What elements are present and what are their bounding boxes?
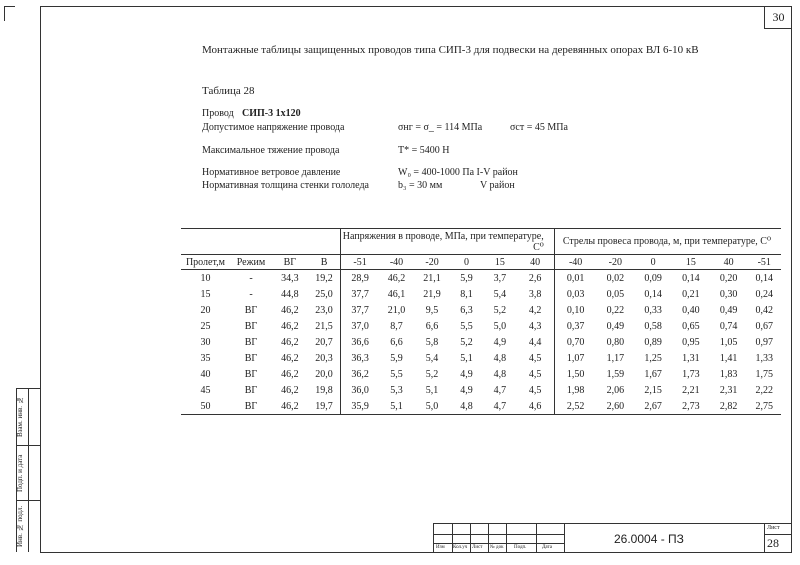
table-cell: 2,22 bbox=[755, 384, 774, 396]
table-cell: 4,5 bbox=[528, 368, 542, 380]
table-cell: ВГ bbox=[244, 304, 258, 316]
table-label: Таблица 28 bbox=[202, 85, 255, 97]
table-cell: 2,75 bbox=[748, 398, 781, 415]
side-label-inv-orig: Инв. № подл. bbox=[16, 505, 24, 547]
sheet-number: 28 bbox=[767, 536, 779, 550]
tension-label: Максимальное тяжение провода bbox=[202, 145, 340, 156]
table-cell: 1,83 bbox=[719, 368, 738, 380]
table-cell: 20,0 bbox=[315, 368, 333, 380]
table-cell: 0,30 bbox=[719, 288, 738, 300]
table-cell: ВГ bbox=[244, 320, 258, 332]
table-cell: 1,75 bbox=[755, 368, 774, 380]
wind-label: Нормативное ветровое давление bbox=[202, 167, 341, 178]
table-cell: 2,31 bbox=[719, 384, 738, 396]
table-cell: 1,41 bbox=[719, 352, 738, 364]
table-cell: 4,5 bbox=[528, 384, 542, 396]
table-cell: 1,67 bbox=[644, 368, 662, 380]
table-cell: 5,9 bbox=[460, 272, 473, 284]
table-cell: 0,58 bbox=[644, 320, 662, 332]
table-cell: 21,0 bbox=[387, 304, 406, 316]
table-cell: 0,33 bbox=[644, 304, 662, 316]
table-cell: 37,7 bbox=[341, 302, 379, 318]
table-row bbox=[181, 350, 781, 366]
table-cell: 4,8 bbox=[493, 368, 507, 380]
table-cell: 0,22 bbox=[606, 304, 625, 316]
table-cell: 0,89 bbox=[644, 336, 662, 348]
table-cell: 5,2 bbox=[460, 336, 473, 348]
table-cell: 5,4 bbox=[493, 288, 507, 300]
wind-value: W₀ = 400-1000 Па I-V район bbox=[398, 167, 518, 178]
table-cell: 44,8 bbox=[281, 288, 299, 300]
table-cell: 4,3 bbox=[528, 320, 542, 332]
table-cell: 10 bbox=[200, 272, 211, 284]
table-cell: 4,2 bbox=[528, 304, 542, 316]
table-cell: 4,4 bbox=[528, 336, 542, 348]
table-cell: ВГ bbox=[244, 368, 258, 380]
table-row bbox=[181, 270, 781, 287]
table-cell: 1,17 bbox=[606, 352, 625, 364]
table-cell: 46,2 bbox=[281, 384, 299, 396]
column-header: 40 bbox=[516, 255, 554, 270]
table-cell: 25,0 bbox=[315, 288, 333, 300]
table-cell: 8,7 bbox=[390, 320, 403, 332]
table-cell: 25 bbox=[200, 320, 211, 332]
stamp-col-label: Дата bbox=[542, 545, 552, 550]
table-cell: 19,8 bbox=[315, 384, 333, 396]
table-cell: 20 bbox=[200, 304, 211, 316]
table-cell: 4,6 bbox=[516, 398, 554, 415]
table-cell: 46,2 bbox=[281, 320, 299, 332]
table-cell: 46,1 bbox=[387, 288, 406, 300]
column-header: В bbox=[308, 255, 341, 270]
column-header: -40 bbox=[379, 255, 415, 270]
table-cell: 0,95 bbox=[682, 336, 700, 348]
table-cell: 46,2 bbox=[281, 304, 299, 316]
table-cell: 19,7 bbox=[308, 398, 341, 415]
column-header: 0 bbox=[634, 255, 672, 270]
table-cell: 5,1 bbox=[460, 352, 473, 364]
table-cell: 21,1 bbox=[423, 272, 441, 284]
allowable-label: Допустимое напряжение провода bbox=[202, 122, 345, 133]
table-row bbox=[181, 286, 781, 302]
table-cell: 36,6 bbox=[341, 334, 379, 350]
table-cell: ВГ bbox=[244, 336, 258, 348]
table-cell: 2,73 bbox=[672, 398, 710, 415]
table-cell: 46,2 bbox=[281, 336, 299, 348]
table-cell: 5,5 bbox=[460, 320, 473, 332]
table-cell: 46,2 bbox=[281, 368, 299, 380]
table-cell: 5,9 bbox=[390, 352, 403, 364]
column-header: 0 bbox=[450, 255, 483, 270]
frame-top-line bbox=[40, 6, 792, 7]
group-header-stress: Напряжения в проводе, МПа, при температуре, С⁰ bbox=[341, 229, 554, 255]
stamp-col-label: Подп. bbox=[514, 545, 527, 550]
table-cell: 3,8 bbox=[528, 288, 542, 300]
table-cell: 4,9 bbox=[460, 384, 473, 396]
table-cell: 4,8 bbox=[493, 352, 507, 364]
table-cell: 6,6 bbox=[390, 336, 403, 348]
table-row bbox=[181, 398, 781, 415]
table-cell: ВГ bbox=[244, 384, 258, 396]
table-cell: 20,7 bbox=[315, 336, 333, 348]
table-cell: 0,10 bbox=[554, 302, 596, 318]
table-cell: 1,25 bbox=[644, 352, 662, 364]
table-cell: 0,05 bbox=[606, 288, 625, 300]
table-cell: 35 bbox=[200, 352, 211, 364]
table-cell: 0,70 bbox=[554, 334, 596, 350]
table-cell: 5,2 bbox=[493, 304, 507, 316]
table-cell: 36,0 bbox=[341, 382, 379, 398]
wire-value: СИП-3 1х120 bbox=[242, 108, 301, 119]
column-header-row bbox=[181, 255, 781, 270]
table-cell: 5,1 bbox=[425, 384, 439, 396]
column-header: -20 bbox=[596, 255, 634, 270]
table-cell: 20,3 bbox=[315, 352, 333, 364]
table-cell: 0,21 bbox=[682, 288, 700, 300]
table-cell: 5,3 bbox=[390, 384, 403, 396]
table-row bbox=[181, 366, 781, 382]
table-row bbox=[181, 318, 781, 334]
table-cell: - bbox=[249, 288, 253, 300]
table-cell: 9,5 bbox=[425, 304, 439, 316]
table-cell: 0,20 bbox=[719, 272, 738, 284]
table-cell: 0,14 bbox=[755, 272, 774, 284]
table-cell: 1,31 bbox=[682, 352, 700, 364]
table-cell: 0,01 bbox=[554, 270, 596, 287]
table-cell: 0,49 bbox=[606, 320, 625, 332]
stamp-col-label: № док bbox=[490, 545, 504, 550]
table-cell: 5,1 bbox=[379, 398, 415, 415]
table-cell: 19,2 bbox=[315, 272, 333, 284]
table-cell: 4,9 bbox=[460, 368, 473, 380]
table-cell: 0,37 bbox=[554, 318, 596, 334]
column-header: 40 bbox=[710, 255, 748, 270]
page-number-top: 30 bbox=[764, 6, 792, 29]
table-cell: 4,8 bbox=[450, 398, 483, 415]
column-header: Режим bbox=[230, 255, 272, 270]
table-cell: 1,59 bbox=[606, 368, 625, 380]
table-cell: 1,50 bbox=[554, 366, 596, 382]
group-header-sag: Стрелы провеса провода, м, при температуре, С⁰ bbox=[554, 229, 781, 255]
table-cell: 0,67 bbox=[755, 320, 774, 332]
table-cell: 23,0 bbox=[315, 304, 333, 316]
title-block bbox=[433, 523, 792, 553]
table-cell: 46,2 bbox=[272, 398, 308, 415]
table-cell: 40 bbox=[200, 368, 211, 380]
table-cell: 2,21 bbox=[682, 384, 700, 396]
table-cell: 6,6 bbox=[425, 320, 439, 332]
stamp-col-label: Кол.уч bbox=[453, 545, 468, 550]
table-cell: 46,2 bbox=[281, 352, 299, 364]
table-cell: 15 bbox=[200, 288, 211, 300]
table-cell: 1,07 bbox=[554, 350, 596, 366]
table-cell: 1,33 bbox=[755, 352, 774, 364]
ice-region: V район bbox=[480, 180, 515, 191]
table-cell: 0,02 bbox=[606, 272, 625, 284]
table-cell: 0,80 bbox=[606, 336, 625, 348]
column-header: -40 bbox=[554, 255, 596, 270]
table-cell: 2,60 bbox=[596, 398, 634, 415]
table-cell: 4,7 bbox=[493, 384, 507, 396]
table-cell: 37,7 bbox=[341, 286, 379, 302]
corner-mark bbox=[4, 6, 15, 21]
side-strip bbox=[16, 388, 40, 552]
table-cell: 0,24 bbox=[755, 288, 774, 300]
table-cell: 37,0 bbox=[341, 318, 379, 334]
document-title: Монтажные таблицы защищенных проводов типа СИП-3 для подвески на деревянных опорах ВЛ 6-10 кВ bbox=[202, 44, 699, 56]
table-cell: 36,3 bbox=[341, 350, 379, 366]
table-cell: 45 bbox=[200, 384, 211, 396]
column-header: Пролет,м bbox=[181, 255, 230, 270]
sag-tension-table bbox=[181, 228, 781, 415]
table-cell: 0,14 bbox=[682, 272, 700, 284]
table-cell: 2,15 bbox=[644, 384, 662, 396]
table-cell: 2,82 bbox=[710, 398, 748, 415]
ice-label: Нормативная толщина стенки гололеда bbox=[202, 180, 369, 191]
table-cell: 2,06 bbox=[606, 384, 625, 396]
table-cell: 35,9 bbox=[341, 398, 379, 415]
table-cell: 4,9 bbox=[493, 336, 507, 348]
table-cell: 50 bbox=[181, 398, 230, 415]
column-header: -20 bbox=[414, 255, 450, 270]
table-row bbox=[181, 302, 781, 318]
ice-value: b₃ = 30 мм bbox=[398, 180, 443, 191]
table-cell: 5,0 bbox=[493, 320, 507, 332]
table-cell: 2,6 bbox=[528, 272, 542, 284]
table-cell: 1,73 bbox=[682, 368, 700, 380]
table-cell: 0,97 bbox=[755, 336, 774, 348]
table-cell: 4,5 bbox=[528, 352, 542, 364]
table-row bbox=[181, 334, 781, 350]
table-cell: 21,5 bbox=[315, 320, 333, 332]
table-cell: 5,5 bbox=[390, 368, 403, 380]
side-label-replace-inv: Взам. инв. № bbox=[16, 396, 24, 438]
table-cell: 0,14 bbox=[644, 288, 662, 300]
table-cell: ВГ bbox=[230, 398, 272, 415]
table-cell: 2,52 bbox=[554, 398, 596, 415]
column-header: -51 bbox=[748, 255, 781, 270]
column-header: 15 bbox=[483, 255, 516, 270]
table-cell: 5,4 bbox=[425, 352, 439, 364]
table-cell: 30 bbox=[200, 336, 211, 348]
table-cell: 34,3 bbox=[281, 272, 299, 284]
table-cell: 36,2 bbox=[341, 366, 379, 382]
header-blank bbox=[181, 229, 341, 255]
table-cell: 28,9 bbox=[341, 270, 379, 287]
stamp-col-label: Изм bbox=[436, 545, 445, 550]
tension-value: Т* = 5400 Н bbox=[398, 145, 450, 156]
table-cell: 0,40 bbox=[682, 304, 700, 316]
allowable-value-2: σст = 45 МПа bbox=[510, 122, 568, 133]
table-cell: 6,3 bbox=[460, 304, 473, 316]
table-cell: 1,98 bbox=[554, 382, 596, 398]
table-cell: 21,9 bbox=[423, 288, 441, 300]
frame-right-line bbox=[791, 6, 792, 552]
document-code: 26.0004 - ПЗ bbox=[614, 532, 684, 546]
table-cell: 4,7 bbox=[483, 398, 516, 415]
table-cell: 5,0 bbox=[414, 398, 450, 415]
table-cell: 8,1 bbox=[460, 288, 473, 300]
table-cell: 0,09 bbox=[644, 272, 662, 284]
wire-label: Провод bbox=[202, 108, 234, 119]
frame-left-line bbox=[40, 6, 41, 552]
table-cell: 3,7 bbox=[493, 272, 507, 284]
table-cell: 5,2 bbox=[425, 368, 439, 380]
side-label-sign-date: Подп. и дата bbox=[16, 454, 24, 492]
table-cell: 1,05 bbox=[719, 336, 738, 348]
table-cell: 5,8 bbox=[425, 336, 439, 348]
stamp-col-label: Лист bbox=[472, 545, 483, 550]
table-cell: 46,2 bbox=[387, 272, 406, 284]
column-header: ВГ bbox=[272, 255, 308, 270]
table-cell: 0,65 bbox=[682, 320, 700, 332]
sheet-label: Лист bbox=[767, 525, 780, 531]
table-cell: 0,74 bbox=[719, 320, 738, 332]
table-cell: 2,67 bbox=[634, 398, 672, 415]
column-header: -51 bbox=[341, 255, 379, 270]
table-cell: 0,42 bbox=[755, 304, 774, 316]
table-cell: ВГ bbox=[244, 352, 258, 364]
allowable-value: σнг = σ_ = 114 МПа bbox=[398, 122, 483, 133]
table-cell: 0,49 bbox=[719, 304, 738, 316]
column-header: 15 bbox=[672, 255, 710, 270]
table-cell: - bbox=[249, 272, 253, 284]
table-cell: 0,03 bbox=[554, 286, 596, 302]
table-row bbox=[181, 382, 781, 398]
